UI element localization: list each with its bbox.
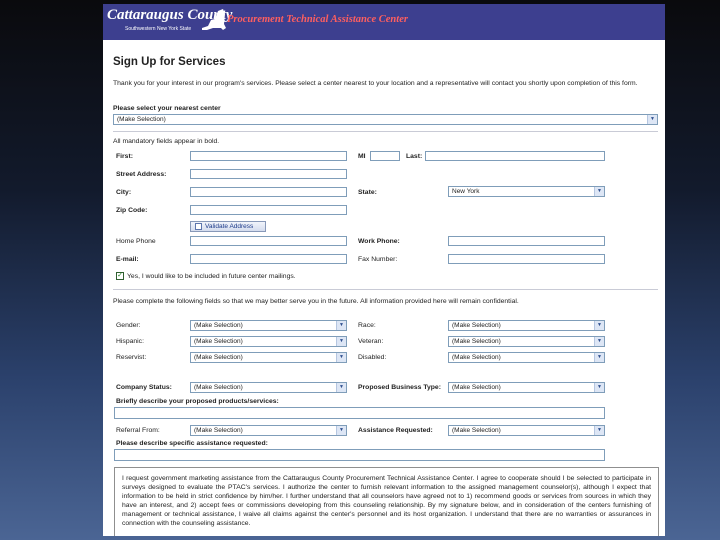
center-select[interactable]	[113, 114, 658, 125]
referral-select[interactable]	[190, 425, 347, 436]
assistance-requested-select[interactable]	[448, 425, 605, 436]
company-status-select[interactable]	[190, 382, 347, 393]
hispanic-label: Hispanic:	[116, 338, 144, 345]
center-label: Please select your nearest center	[113, 105, 221, 112]
first-name-label: First:	[116, 153, 133, 160]
referral-select-value: (Make Selection)	[194, 427, 243, 434]
gender-label: Gender:	[116, 322, 141, 329]
home-phone-label: Home Phone	[116, 238, 156, 245]
page-title: Sign Up for Services	[113, 56, 226, 68]
fax-label: Fax Number:	[358, 256, 398, 263]
describe-products-input[interactable]	[114, 407, 605, 419]
race-label: Race:	[358, 322, 376, 329]
chevron-down-icon: ▼	[336, 353, 346, 362]
center-select-value: (Make Selection)	[117, 116, 166, 123]
describe-products-label: Briefly describe your proposed products/services:	[116, 398, 279, 405]
disabled-select-value: (Make Selection)	[452, 354, 501, 361]
mailing-opt-in-checkbox[interactable]: ✓	[117, 272, 123, 279]
race-select-value: (Make Selection)	[452, 322, 501, 329]
proposed-business-type-select[interactable]	[448, 382, 605, 393]
mandatory-note: All mandatory fields appear in bold.	[113, 138, 220, 145]
state-select-value: New York	[452, 188, 480, 195]
referral-label: Referral From:	[116, 427, 160, 434]
assistance-requested-select-value: (Make Selection)	[452, 427, 501, 434]
chevron-down-icon: ▼	[594, 383, 604, 392]
assistance-requested-label: Assistance Requested:	[358, 427, 433, 434]
reservist-label: Reservist:	[116, 354, 147, 361]
chevron-down-icon: ▼	[594, 321, 604, 330]
veteran-select-value: (Make Selection)	[452, 338, 501, 345]
proposed-business-type-label: Proposed Business Type:	[358, 384, 441, 391]
state-select[interactable]	[448, 186, 605, 197]
intro-text: Thank you for your interest in our program's services. Please select a center nearest to your location and a representative will contact you shortly upon completion of this form.	[113, 80, 638, 87]
fax-input[interactable]	[448, 254, 605, 264]
ptac-title: Procurement Technical Assistance Center	[227, 14, 408, 25]
consent-text: I request government marketing assistance from the Cattaraugus County Procurement Technical Assistance Center. I agree to cooperate should I be selected to participate in surveys designed to evaluate the PTAC's services. I authorize the center to furnish relevant information to the assigned management counselor(s), although I expect that information to be held in strict confidence by him/her. I further understand that all counselors have agreed not to 1) recommend goods or services from sources in which they have an interest, and 2) accept fees or commissions developing from this counseling relationship. By my signature below, and in consideration of the centers furnishing of management or technical assistance, I waive all claims against the center's personnel and its host organization. I understand that there are no warranties or assurances in connection with the counseling assistance.	[114, 467, 659, 536]
disabled-label: Disabled:	[358, 354, 387, 361]
mi-input[interactable]	[370, 151, 400, 161]
header-banner	[103, 4, 665, 40]
email-input[interactable]	[190, 254, 347, 264]
chevron-down-icon: ▼	[336, 383, 346, 392]
zip-label: Zip Code:	[116, 207, 148, 214]
divider	[113, 289, 658, 290]
reservist-select[interactable]	[190, 352, 347, 363]
veteran-label: Veteran:	[358, 338, 384, 345]
last-name-label: Last:	[406, 153, 423, 160]
chevron-down-icon: ▼	[594, 353, 604, 362]
form-page	[103, 4, 665, 536]
chevron-down-icon: ▼	[336, 426, 346, 435]
chevron-down-icon: ▼	[594, 337, 604, 346]
veteran-select[interactable]	[448, 336, 605, 347]
validate-address-label: Validate Address	[205, 223, 254, 230]
hispanic-select[interactable]	[190, 336, 347, 347]
county-logo-title: Cattaraugus County	[107, 7, 233, 23]
disabled-select[interactable]	[448, 352, 605, 363]
city-label: City:	[116, 189, 132, 196]
chevron-down-icon: ▼	[594, 187, 604, 196]
city-input[interactable]	[190, 187, 347, 197]
home-phone-input[interactable]	[190, 236, 347, 246]
first-name-input[interactable]	[190, 151, 347, 161]
race-select[interactable]	[448, 320, 605, 331]
optional-note: Please complete the following fields so that we may better serve you in the future. All information provided here will remain confidential.	[113, 298, 519, 305]
state-label: State:	[358, 189, 377, 196]
assistance-describe-input[interactable]	[114, 449, 605, 461]
mailing-opt-in-label: Yes, I would like to be included in future center mailings.	[127, 273, 296, 280]
mi-label: MI	[358, 153, 366, 160]
zip-input[interactable]	[190, 205, 347, 215]
company-status-label: Company Status:	[116, 384, 172, 391]
street-label: Street Address:	[116, 171, 167, 178]
chevron-down-icon: ▼	[594, 426, 604, 435]
new-york-state-icon	[199, 6, 229, 36]
divider	[113, 131, 658, 132]
work-phone-label: Work Phone:	[358, 238, 400, 245]
chevron-down-icon: ▼	[336, 337, 346, 346]
gender-select-value: (Make Selection)	[194, 322, 243, 329]
county-logo-subtitle: Southwestern New York State	[125, 26, 192, 32]
work-phone-input[interactable]	[448, 236, 605, 246]
validate-icon	[195, 223, 202, 230]
chevron-down-icon: ▼	[336, 321, 346, 330]
hispanic-select-value: (Make Selection)	[194, 338, 243, 345]
company-status-select-value: (Make Selection)	[194, 384, 243, 391]
last-name-input[interactable]	[425, 151, 605, 161]
email-label: E-mail:	[116, 256, 139, 263]
proposed-business-type-select-value: (Make Selection)	[452, 384, 501, 391]
gender-select[interactable]	[190, 320, 347, 331]
chevron-down-icon: ▼	[647, 115, 657, 124]
street-input[interactable]	[190, 169, 347, 179]
validate-address-button[interactable]	[190, 221, 266, 232]
reservist-select-value: (Make Selection)	[194, 354, 243, 361]
assistance-describe-label: Please describe specific assistance requested:	[116, 440, 268, 447]
